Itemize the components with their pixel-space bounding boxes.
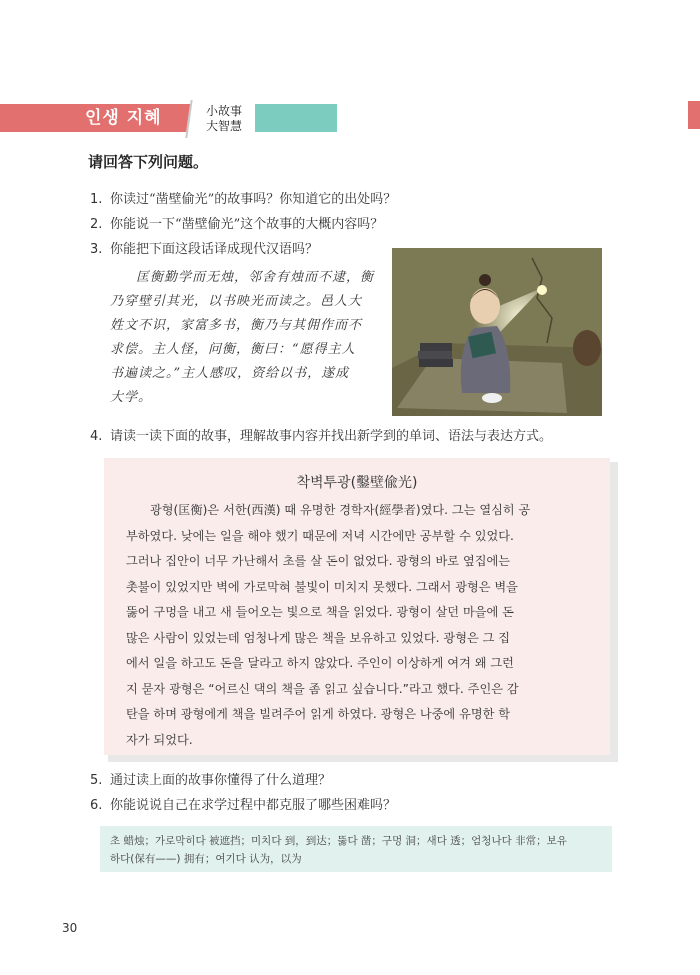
clay-jar <box>573 330 601 366</box>
story-line: 부하였다. 낮에는 일을 해야 했기 때문에 저녁 시간에만 공부할 수 있었다. <box>126 528 514 543</box>
story-line: 탄을 하며 광형에게 책을 빌려주어 읽게 하였다. 광형은 나중에 유명한 학 <box>126 707 511 721</box>
question-number: 2. <box>90 217 103 232</box>
question-text: 你能说说自己在求学过程中都克服了哪些困难吗？ <box>110 798 397 813</box>
story-line: 그러나 집안이 너무 가난해서 초를 살 돈이 없었다. 광형의 바로 옆집에는 <box>126 554 511 568</box>
question-number: 6. <box>90 798 103 813</box>
book-stack-2 <box>418 351 452 359</box>
question-2 <box>90 216 383 234</box>
page-number: 30 <box>62 921 78 935</box>
question-number: 1. <box>90 192 103 207</box>
story-illustration <box>392 248 602 416</box>
question-1 <box>90 191 396 209</box>
story-line: 많은 사람이 있었는데 엄청나게 많은 책을 보유하고 있었다. 광형은 그 집 <box>126 630 511 645</box>
story-line: 촛불이 있었지만 벽에 가로막혀 불빛이 미치지 못했다. 그래서 광형은 벽을 <box>126 579 518 594</box>
classical-line: 求偿。主人怪，问衡，衡曰：“愿得主人 <box>110 342 356 357</box>
question-number: 5. <box>90 773 103 788</box>
question-4 <box>90 428 552 446</box>
question-text: 你读过“凿壁偷光”的故事吗？你知道它的出处吗？ <box>110 192 397 207</box>
classical-line: 书遍读之。”主人感叹，资给以书，遂成 <box>110 366 350 381</box>
classical-line: 姓文不识，家富多书，衡乃与其佣作而不 <box>110 318 363 333</box>
book-stack-1 <box>420 343 452 351</box>
story-body <box>126 498 588 753</box>
question-number: 4. <box>90 429 103 444</box>
story-line: 뚫어 구멍을 내고 새 들어오는 빛으로 책을 읽었다. 광형이 살던 마을에 돈 <box>126 605 514 619</box>
page-heading: 请回答下列问题。 <box>88 153 209 171</box>
question-3 <box>90 241 318 259</box>
section-title: 인생 지혜 <box>85 108 162 128</box>
question-text: 请读一读下面的故事，理解故事内容并找出新学到的单词、语法与表达方式。 <box>110 429 553 444</box>
header-teal-band <box>255 104 337 132</box>
vocabulary-line-1: 초 蜡烛；가로막히다 被遮挡；미치다 到，到达；뚫다 凿；구멍 洞；새다 透；엄청나다 非常；보유 <box>110 835 567 847</box>
story-line: 지 묻자 광형은 “어르신 댁의 책을 좀 읽고 싶습니다.”라고 했다. 주인은 감 <box>126 681 519 696</box>
scholar-hair-bun <box>479 274 491 286</box>
question-text: 通过读上面的故事你懂得了什么道理？ <box>110 773 332 788</box>
vocabulary-line-2: 하다(保有——) 拥有；여기다 认为，以为 <box>110 853 302 865</box>
subtitle-line-2: 大智慧 <box>206 119 243 133</box>
classical-line: 乃穿壁引其光，以书映光而读之。邑人大 <box>110 294 363 309</box>
classical-line: 匡衡勤学而无烛，邻舍有烛而不逮，衡 <box>136 270 375 285</box>
story-line: 자가 되었다. <box>126 732 193 747</box>
story-line: 광형(匡衡)은 서한(西漢) 때 유명한 경학자(經學者)였다. 그는 열심히 공 <box>150 503 531 517</box>
question-text: 你能把下面这段话译成现代汉语吗？ <box>110 242 319 257</box>
wall-hole-light <box>537 285 547 295</box>
classical-passage <box>110 266 378 410</box>
question-number: 3. <box>90 242 103 257</box>
story-title: 착벽투광(鑿壁偸光) <box>296 475 418 491</box>
story-box <box>104 458 610 755</box>
section-subtitle <box>196 101 254 137</box>
question-6 <box>90 797 396 815</box>
scholar-face <box>470 288 500 324</box>
scholar-feet <box>482 393 502 403</box>
question-5 <box>90 772 331 790</box>
vocabulary-box <box>100 826 612 872</box>
subtitle-line-1: 小故事 <box>206 104 243 118</box>
classical-line: 大学。 <box>110 390 153 405</box>
book-stack-3 <box>419 359 453 367</box>
question-text: 你能说一下“凿壁偷光”这个故事的大概内容吗？ <box>110 217 384 232</box>
story-line: 에서 일을 하고도 돈을 달라고 하지 않았다. 주인이 이상하게 여겨 왜 그런 <box>126 656 514 670</box>
page-edge-tab <box>688 101 700 129</box>
